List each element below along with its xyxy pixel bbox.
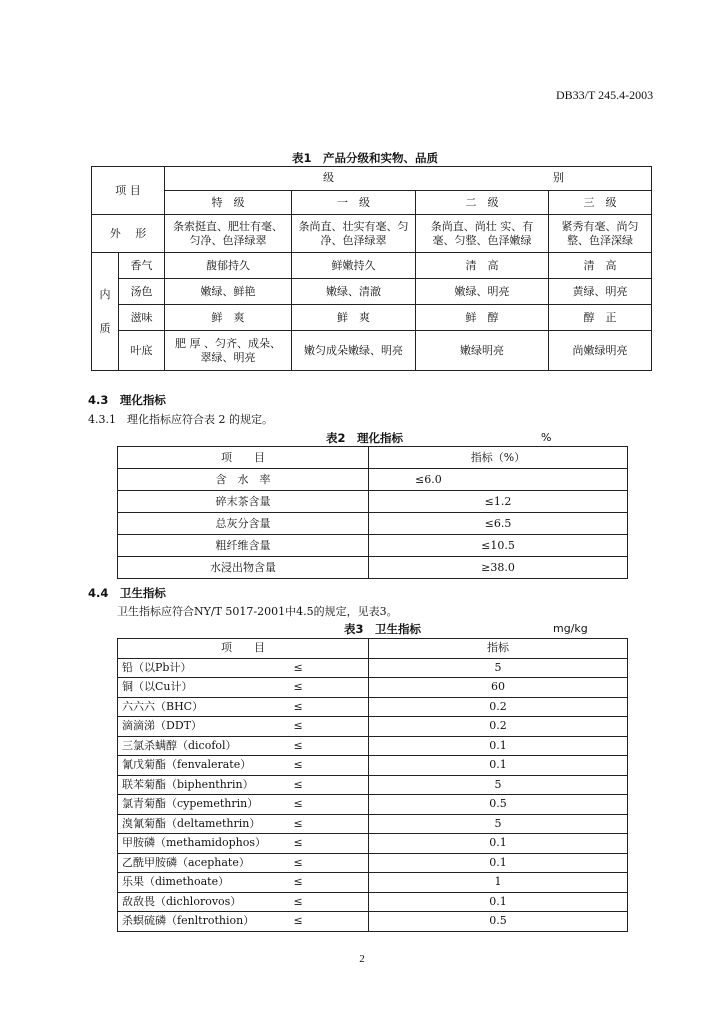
row-value: 0.1	[369, 736, 628, 756]
row-operator: ≤	[290, 678, 369, 698]
row-name: 叶底	[119, 331, 165, 371]
table3-caption: 表3 卫生指标	[344, 622, 422, 636]
table1-caption: 表1 产品分级和实物、品质	[292, 151, 439, 165]
row-value: 1	[369, 873, 628, 893]
section-4-4-text: 卫生指标应符合NY/T 5017-2001中4.5的规定，见表3。	[117, 605, 398, 618]
row-value: 0.5	[369, 795, 628, 815]
cell: 鲜 醇	[416, 305, 549, 331]
row-name: 联苯菊酯（biphenthrin）	[118, 775, 290, 795]
row-name: 铜（以Cu计）	[118, 678, 290, 698]
quality-label	[92, 253, 119, 371]
row-value: 0.1	[369, 892, 628, 912]
row-value: ≤6.5	[369, 513, 628, 535]
document-code: DB33/T 245.4-2003	[556, 88, 654, 102]
cell: 黄绿、明亮	[549, 279, 652, 305]
row-operator: ≤	[290, 873, 369, 893]
page-number: 2	[359, 953, 365, 965]
row-value: 5	[369, 775, 628, 795]
grade-special: 特 级	[165, 191, 292, 215]
cell: 清 高	[416, 253, 549, 279]
row-value: 0.1	[369, 756, 628, 776]
table2-caption: 表2 理化指标	[326, 431, 404, 445]
col-header-item: 项 目	[118, 447, 369, 469]
row-operator: ≤	[290, 717, 369, 737]
quality-label-top: 内	[99, 287, 111, 301]
row-name: 滋味	[119, 305, 165, 331]
row-value: 0.5	[369, 912, 628, 932]
row-name: 敌敌畏（dichlorovos）	[118, 892, 290, 912]
row-value: 5	[369, 658, 628, 678]
row-operator: ≤	[290, 775, 369, 795]
grade-header-right: 别	[553, 171, 564, 184]
cell: 尚嫩绿明亮	[549, 331, 652, 371]
grade-second: 二 级	[416, 191, 549, 215]
item-header: 项 目	[92, 167, 165, 215]
cell: 嫩绿、清澈	[292, 279, 416, 305]
cell: 鲜嫩持久	[292, 253, 416, 279]
row-value: 0.2	[369, 697, 628, 717]
row-name: 粗纤维含量	[118, 535, 369, 557]
appearance-second: 条尚直、尚壮 实、有毫、匀整、色泽嫩绿	[416, 215, 549, 253]
cell: 嫩绿、明亮	[416, 279, 549, 305]
section-4-4-heading: 4.4 卫生指标	[88, 586, 166, 600]
row-value: ≥38.0	[369, 557, 628, 579]
row-value: 0.1	[369, 853, 628, 873]
row-name: 氰戊菊酯（fenvalerate）	[118, 756, 290, 776]
row-value: 5	[369, 814, 628, 834]
cell: 醇 正	[549, 305, 652, 331]
row-operator: ≤	[290, 756, 369, 776]
row-name: 含 水 率	[118, 469, 369, 491]
row-name: 汤色	[119, 279, 165, 305]
row-name: 总灰分含量	[118, 513, 369, 535]
row-name: 氯青菊酯（cypemethrin）	[118, 795, 290, 815]
row-operator: ≤	[290, 795, 369, 815]
appearance-first: 条尚直、壮实有毫、匀净、色泽绿翠	[292, 215, 416, 253]
physicochemical-table	[117, 446, 628, 579]
hygiene-table	[117, 638, 628, 932]
row-operator: ≤	[290, 834, 369, 854]
appearance-third: 紧秀有毫、尚匀整、色泽深绿	[549, 215, 652, 253]
cell: 馥郁持久	[165, 253, 292, 279]
grade-header	[165, 167, 652, 191]
grade-header-left: 级	[323, 171, 334, 184]
row-name: 滴滴涕（DDT）	[118, 717, 290, 737]
row-operator: ≤	[290, 912, 369, 932]
row-name: 溴氰菊酯（deltamethrin）	[118, 814, 290, 834]
row-value: 0.1	[369, 834, 628, 854]
cell: 嫩绿明亮	[416, 331, 549, 371]
cell: 嫩绿、鲜艳	[165, 279, 292, 305]
row-operator: ≤	[290, 814, 369, 834]
row-operator: ≤	[290, 658, 369, 678]
cell: 嫩匀成朵嫩绿、明亮	[292, 331, 416, 371]
row-operator: ≤	[290, 892, 369, 912]
col-header-item: 项 目	[118, 639, 369, 659]
grade-third: 三 级	[549, 191, 652, 215]
cell: 肥 厚 、匀齐、成朵、翠绿、明亮	[165, 331, 292, 371]
cell: 清 高	[549, 253, 652, 279]
table3-unit: mg/kg	[553, 622, 588, 635]
row-operator: ≤	[290, 736, 369, 756]
quality-label-bottom: 质	[99, 321, 111, 335]
row-operator: ≤	[290, 697, 369, 717]
appearance-special: 条索挺直、肥壮有毫、匀净、色泽绿翠	[165, 215, 292, 253]
grade-first: 一 级	[292, 191, 416, 215]
row-name: 乐果（dimethoate）	[118, 873, 290, 893]
row-name: 乙酰甲胺磷（acephate）	[118, 853, 290, 873]
row-name: 香气	[119, 253, 165, 279]
grading-table	[91, 166, 652, 371]
section-4-3-1-text: 4.3.1 理化指标应符合表 2 的规定。	[88, 413, 273, 426]
row-name: 六六六（BHC）	[118, 697, 290, 717]
row-value: ≤6.0	[369, 469, 628, 491]
row-value: ≤10.5	[369, 535, 628, 557]
col-header-value: 指标（%）	[369, 447, 628, 469]
cell: 鲜 爽	[165, 305, 292, 331]
row-name: 铅（以Pb计）	[118, 658, 290, 678]
col-header-value: 指标	[369, 639, 628, 659]
row-value: 0.2	[369, 717, 628, 737]
row-name: 碎末茶含量	[118, 491, 369, 513]
appearance-label: 外 形	[92, 215, 165, 253]
row-value: 60	[369, 678, 628, 698]
row-value: ≤1.2	[369, 491, 628, 513]
row-name: 三氯杀螨醇（dicofol）	[118, 736, 290, 756]
table2-unit: %	[541, 431, 552, 444]
row-name: 水浸出物含量	[118, 557, 369, 579]
section-4-3-heading: 4.3 理化指标	[88, 393, 166, 407]
cell: 鲜 爽	[292, 305, 416, 331]
row-operator: ≤	[290, 853, 369, 873]
row-name: 甲胺磷（methamidophos）	[118, 834, 290, 854]
row-name: 杀螟硫磷（fenltrothion）	[118, 912, 290, 932]
